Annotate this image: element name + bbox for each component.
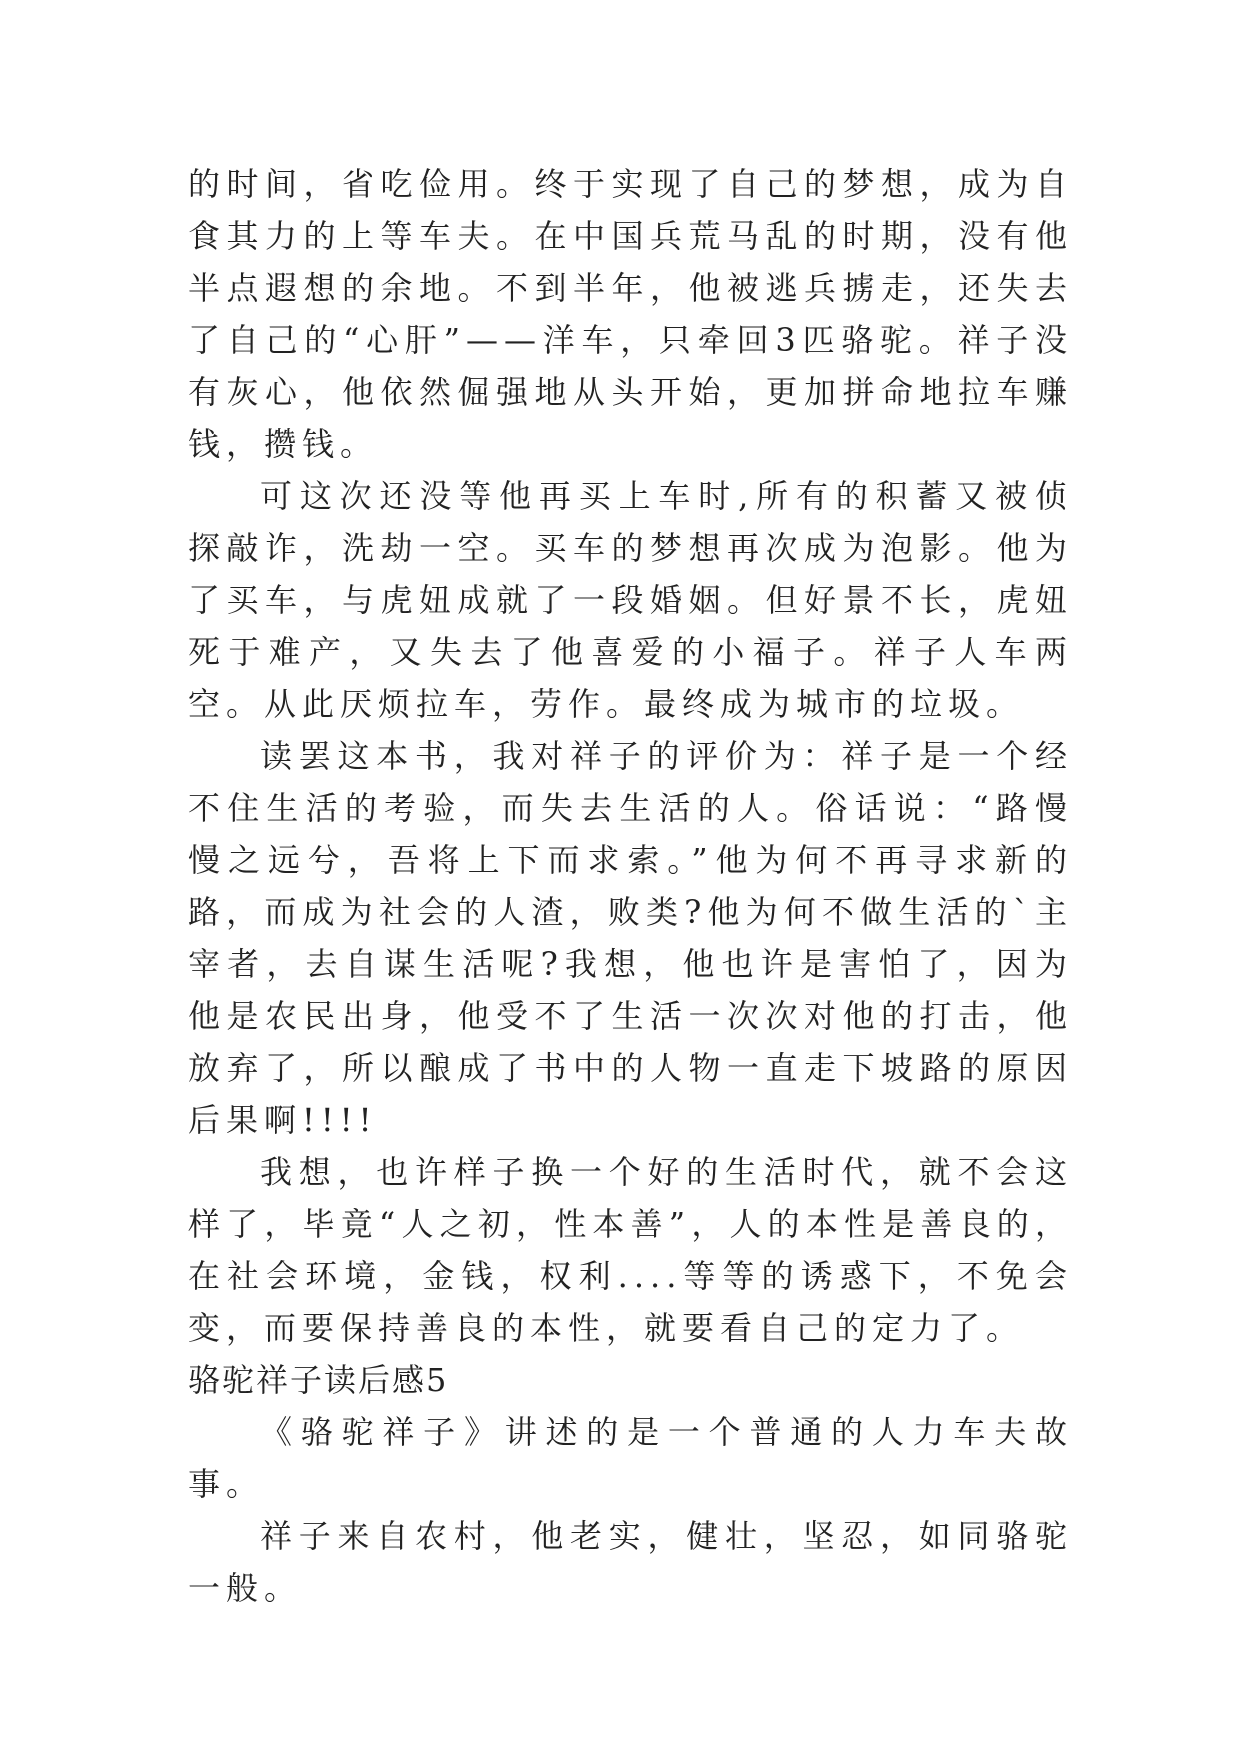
paragraph-5: 《骆驼祥子》讲述的是一个普通的人力车夫故事。 [188,1413,1073,1503]
paragraph-1: 的时间，省吃俭用。终于实现了自己的梦想，成为自食其力的上等车夫。在中国兵荒马乱的时期，没有他半点遐想的余地。不到半年，他被逃兵掳走，还失去了自己的“心肝”——洋车，只牵回3匹骆驼。祥子没有灰心，他依然倔强地从头开始，更加拼命地拉车赚钱，攒钱。 [188,165,1073,463]
paragraph-4: 我想，也许样子换一个好的生活时代，就不会这样了，毕竟“人之初，性本善”，人的本性是善良的，在社会环境，金钱，权利....等等的诱惑下，不免会变，而要保持善良的本性，就要看自己的定力了。 [188,1153,1073,1347]
paragraph-2: 可这次还没等他再买上车时,所有的积蓄又被侦探敲诈，洗劫一空。买车的梦想再次成为泡影。他为了买车，与虎妞成就了一段婚姻。但好景不长，虎妞死于难产，又失去了他喜爱的小福子。祥子人车两空。从此厌烦拉车，劳作。最终成为城市的垃圾。 [188,477,1073,723]
paragraph-3: 读罢这本书，我对祥子的评价为：祥子是一个经不住生活的考验，而失去生活的人。俗话说：“路慢慢之远兮，吾将上下而求索。”他为何不再寻求新的路，而成为社会的人渣，败类?他为何不做生活的`主宰者，去自谋生活呢?我想，他也许是害怕了，因为他是农民出身，他受不了生活一次次对他的打击，他放弃了，所以酿成了书中的人物一直走下坡路的原因后果啊!!!! [188,737,1073,1139]
document-body [188,158,1073,1614]
section-heading: 骆驼祥子读后感5 [188,1361,449,1399]
paragraph-6: 祥子来自农村，他老实，健壮，坚忍，如同骆驼一般。 [188,1517,1073,1607]
